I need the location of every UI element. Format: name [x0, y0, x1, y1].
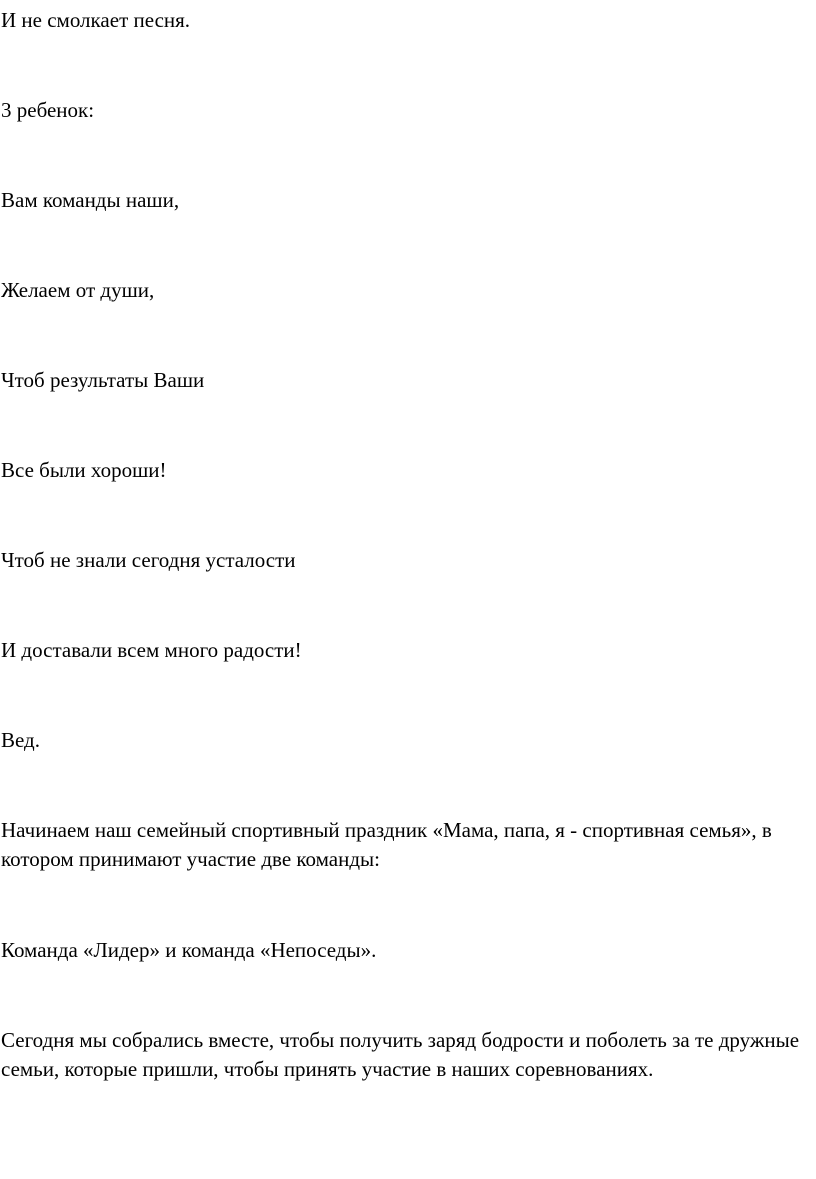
paragraph-teams: Команда «Лидер» и команда «Непоседы». [1, 938, 377, 962]
paragraph-intro: Начинаем наш семейный спортивный праздник «Мама, папа, я - спортивная семья», в котором принимают участие две команды: [1, 818, 772, 871]
paragraph-verse-line-5: Чтоб не знали сегодня усталости [1, 548, 296, 572]
paragraph-song-line: И не смолкает песня. [1, 8, 191, 32]
paragraph-speaker-child-3: 3 ребенок: [1, 98, 95, 122]
paragraph-gathering: Сегодня мы собрались вместе, чтобы получить заряд бодрости и поболеть за те дружные семьи, которые пришли, чтобы принять участие в наших соревнованиях. [1, 1028, 800, 1081]
paragraph-verse-line-3: Чтоб результаты Ваши [1, 368, 205, 392]
paragraph-verse-line-2: Желаем от души, [1, 278, 155, 302]
paragraph-verse-line-1: Вам команды наши, [1, 188, 180, 212]
paragraph-verse-line-4: Все были хороши! [1, 458, 167, 482]
paragraph-verse-line-6: И доставали всем много радости! [1, 638, 302, 662]
paragraph-speaker-host: Вед. [1, 728, 40, 752]
